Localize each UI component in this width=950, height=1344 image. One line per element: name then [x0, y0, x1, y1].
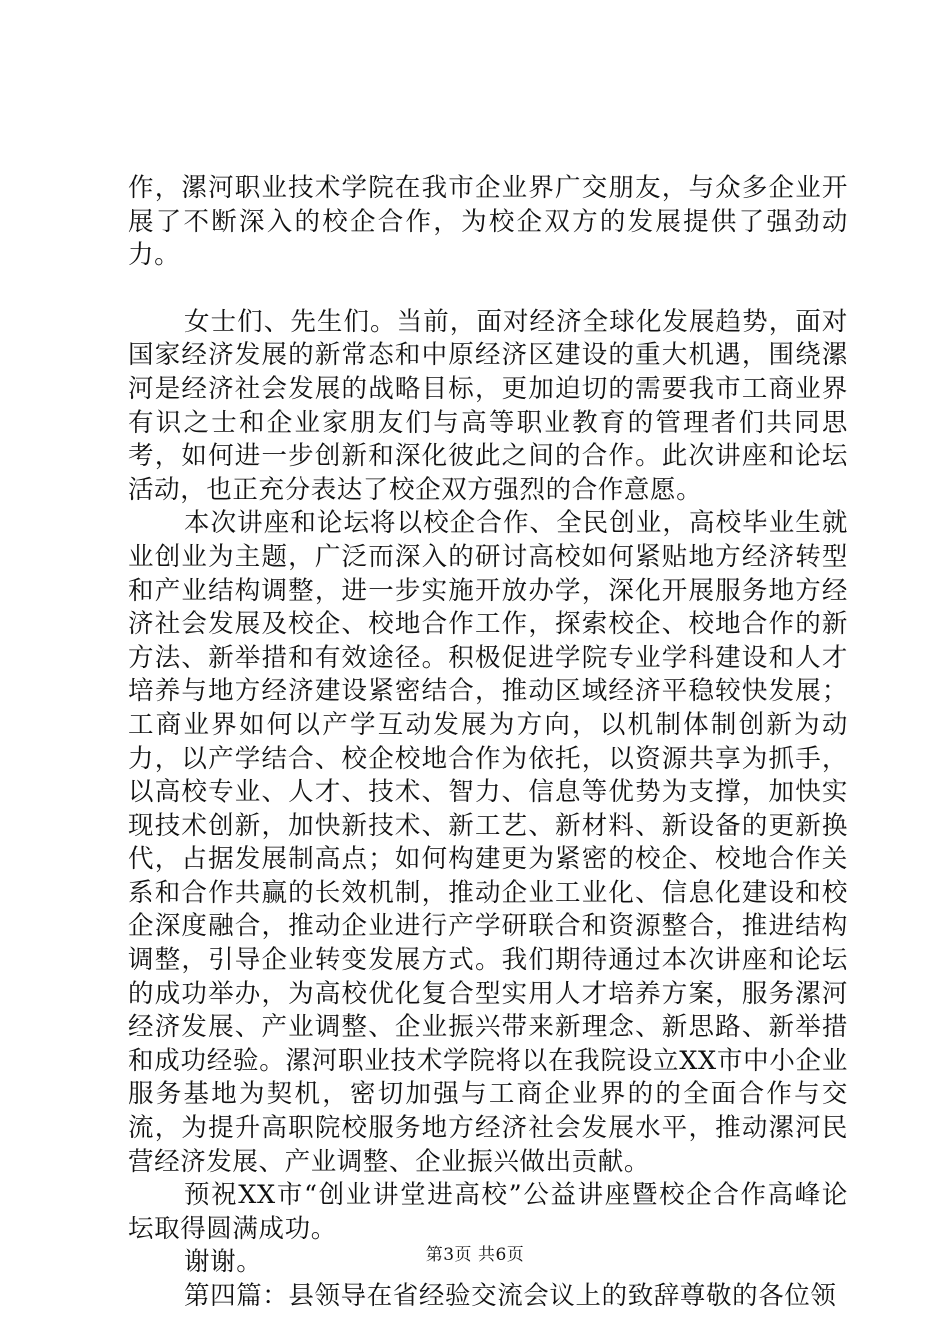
paragraph-thanks: 谢谢。 [184, 1247, 263, 1278]
document-body [128, 172, 848, 1314]
paragraph-forum-theme: 本次讲座和论坛将以校企合作、全民创业，高校毕业生就业创业为主题，广泛而深入的研讨高校如何紧贴地方经济转型和产业结构调整，进一步实施开放办学，深化开展服务地方经济社会发展及校企、校地合作工作，探索校企、校地合作的新方法、新举措和有效途径。积极促进学院专业学科建设和人才培养与地方经济建设紧密结合，推动区域经济平稳较快发展；工商业界如何以产学互动发展为方向，以机制体制创新为动力，以产学结合、校企校地合作为依托，以资源共享为抓手，以高校专业、人才、技术、智力、信息等优势为支撑，加快实现技术创新，加快新技术、新工艺、新材料、新设备的更新换代，占据发展制高点；如何构建更为紧密的校企、校地合作关系和合作共赢的长效机制，推动企业工业化、信息化建设和校企深度融合，推动企业进行产学研联合和资源整合，推进结构调整，引导企业转变发展方式。我们期待通过本次讲座和论坛的成功举办，为高校优化复合型实用人才培养方案，服务漯河经济发展、产业调整、企业振兴带来新理念、新思路、新举措和成功经验。漯河职业技术学院将以在我院设立XX市中小企业服务基地为契机，密切加强与工商企业界的的全面合作与交流，为提升高职院校服务地方经济社会发展水平，推动漯河民营经济发展、产业调整、企业振兴做出贡献。 [128, 508, 848, 1177]
paragraph-continuation: 作，漯河职业技术学院在我市企业界广交朋友，与众多企业开展了不断深入的校企合作，为校企双方的发展提供了强劲动力。 [128, 173, 848, 271]
page-number-footer: 第3页 共6页 [425, 1245, 525, 1265]
paragraph-greeting: 女士们、先生们。当前，面对经济全球化发展趋势，面对国家经济发展的新常态和中原经济区建设的重大机遇，围绕漯河是经济社会发展的战略目标，更加迫切的需要我市工商业界有识之士和企业家朋友们与高等职业教育的管理者们共同思考，如何进一步创新和深化彼此之间的合作。此次讲座和论坛活动，也正充分表达了校企双方强烈的合作意愿。 [128, 306, 848, 505]
paragraph-next-chapter-heading: 第四篇：县领导在省经验交流会议上的致辞尊敬的各位领 [184, 1281, 837, 1311]
paragraph-wishes: 预祝XX市“创业讲堂进高校”公益讲座暨校企合作高峰论坛取得圆满成功。 [128, 1180, 848, 1244]
